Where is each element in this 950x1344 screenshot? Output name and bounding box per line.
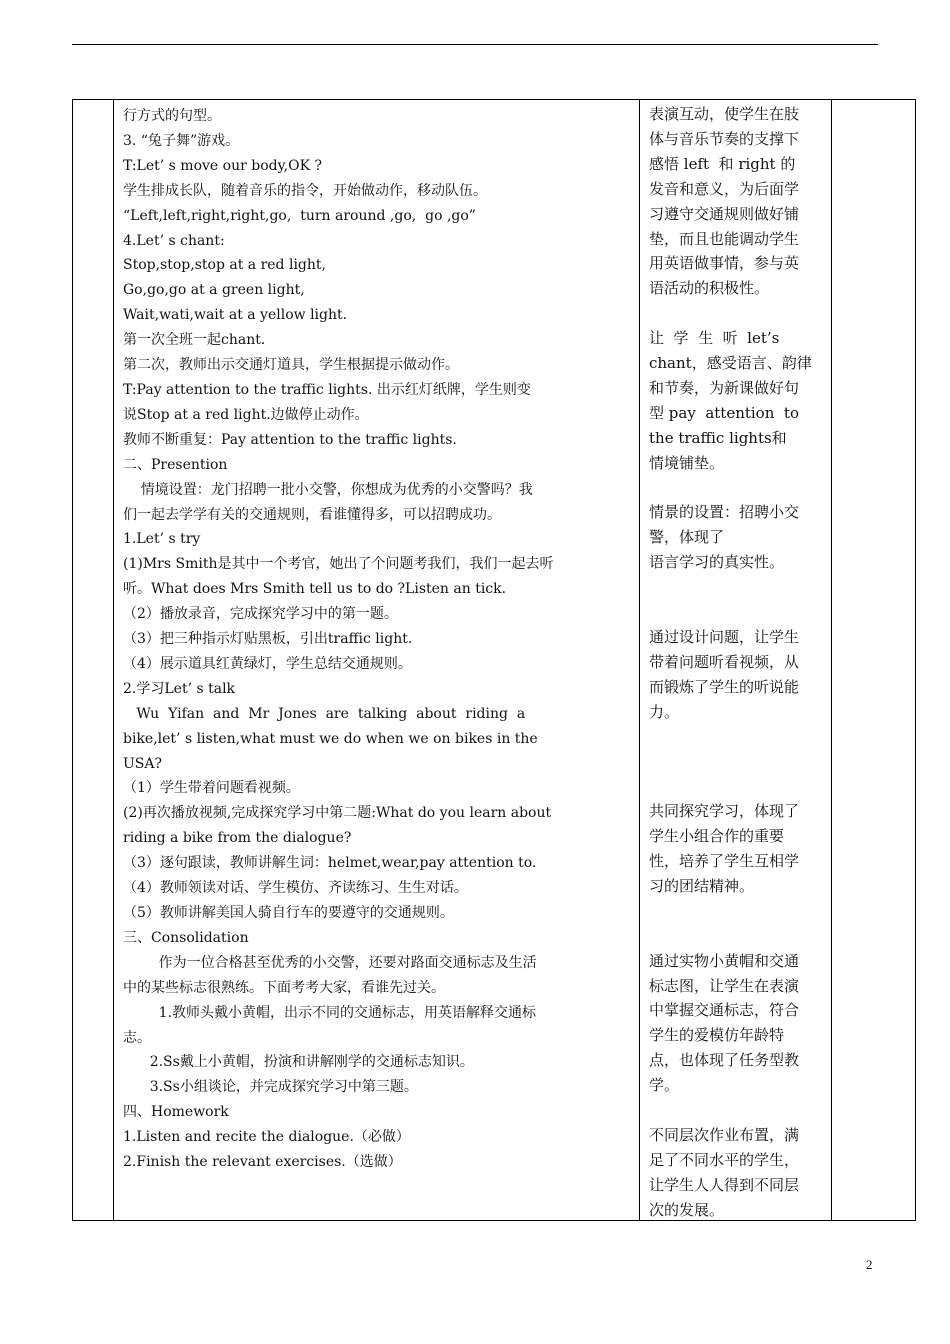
- page-number: 2: [866, 1257, 873, 1272]
- intent-line: 情境铺垫。: [649, 453, 725, 472]
- process-line: 2.学习Let’ s talk: [123, 680, 236, 697]
- intent-line: [649, 301, 825, 326]
- process-line: Wu Yifan and Mr Jones are talking about riding a: [123, 705, 526, 722]
- intent-line: 中掌握交通标志，符合: [649, 1001, 800, 1020]
- process-line: Go,go,go at a green light,: [123, 282, 305, 299]
- intent-line: 不同层次作业布置，满: [649, 1126, 800, 1144]
- process-line: 四、Homework: [123, 1104, 229, 1121]
- intent-line: 而锻炼了学生的听说能: [649, 677, 800, 696]
- process-line: （2）播放录音，完成探究学习中的第一题。: [123, 606, 398, 623]
- process-line: 志。: [123, 1029, 151, 1046]
- intent-line: 发音和意义，为后面学: [649, 179, 800, 198]
- intent-line: 习遵守交通规则做好铺: [649, 204, 800, 223]
- intent-line: 标志图，让学生在表演: [649, 976, 800, 995]
- process-line: Wait,wati,wait at a yellow light.: [123, 307, 348, 324]
- intent-line: 习的团结精神。: [649, 876, 755, 895]
- intent-line: 语活动的积极性。: [649, 279, 770, 298]
- intent-line: the traffic lights和: [649, 428, 787, 447]
- process-line: 第二次，教师出示交通灯道具，学生根据提示做动作。: [123, 357, 459, 374]
- process-line: riding a bike from the dialogue?: [123, 830, 352, 847]
- process-line: 4.Let’ s chant:: [123, 232, 225, 249]
- column-divider-3: [831, 100, 832, 1220]
- intent-line: 足了不同水平的学生，: [649, 1150, 800, 1169]
- intent-line: 语言学习的真实性。: [649, 553, 785, 572]
- process-line: 1.Listen and recite the dialogue.（必做）: [123, 1129, 410, 1146]
- intent-line: [649, 924, 825, 949]
- intent-line: 情景的设置：招聘小交: [649, 503, 800, 522]
- intent-line: 学。: [649, 1076, 680, 1095]
- intent-line: 通过实物小黄帽和交通: [649, 951, 800, 970]
- process-line: 情境设置：龙门招聘一批小交警，你想成为优秀的小交警吗？我: [123, 481, 533, 498]
- intent-line: 点，也体现了任务型教: [649, 1051, 800, 1070]
- intent-line: 和节奏，为新课做好句: [649, 378, 800, 397]
- process-line: 2.Finish the relevant exercises.（选做）: [123, 1154, 402, 1171]
- intent-line: [649, 476, 825, 501]
- process-line: 二、Presention: [123, 456, 228, 473]
- intent-line: [649, 899, 825, 924]
- process-line: 第一次全班一起chant.: [123, 332, 266, 349]
- intent-line: 带着问题听看视频，从: [649, 652, 800, 671]
- process-line: （3）把三种指示灯贴黑板，引出traffic light.: [123, 631, 413, 648]
- intent-line: 垫，而且也能调动学生: [649, 229, 800, 248]
- column-divider-2: [639, 100, 640, 1220]
- process-line: 行方式的句型。: [123, 108, 221, 124]
- process-line: （5）教师讲解美国人骑自行车的要遵守的交通规则。: [123, 905, 454, 921]
- header-rule: [72, 44, 878, 45]
- lesson-plan-table: [72, 99, 916, 1221]
- intent-line: 让 学 生 听 let’s: [649, 329, 780, 348]
- process-line: (2)再次播放视频,完成探究学习中第二题:What do you learn about: [123, 805, 552, 822]
- process-line: （1）学生带着问题看视频。: [123, 780, 300, 797]
- process-line: 说Stop at a red light.边做停止动作。: [123, 406, 369, 423]
- column-divider-1: [113, 100, 114, 1220]
- intent-line: 让学生人人得到不同层: [649, 1175, 800, 1194]
- intent-line: [649, 749, 825, 774]
- process-line: 3.Ss小组谈论，并完成探究学习中第三题。: [123, 1079, 418, 1096]
- intent-line: 用英语做事情，参与英: [649, 254, 800, 273]
- design-intent-column: [649, 102, 825, 1223]
- intent-line: 警，体现了: [649, 528, 725, 547]
- intent-line: [649, 575, 825, 600]
- intent-line: 学生小组合作的重要: [649, 827, 785, 846]
- process-line: 2.Ss戴上小黄帽，扮演和讲解刚学的交通标志知识。: [123, 1054, 474, 1071]
- intent-line: [649, 725, 825, 750]
- process-line: 1.Let’ s try: [123, 531, 201, 548]
- process-line: （4）教师领读对话、学生模仿、齐读练习、生生对话。: [123, 880, 468, 897]
- intent-line: [649, 1098, 825, 1123]
- teaching-process-column: [123, 104, 635, 1175]
- process-line: 三、Consolidation: [123, 929, 249, 946]
- process-line: 作为一位合格甚至优秀的小交警，还要对路面交通标志及生活: [123, 954, 537, 971]
- intent-line: [649, 600, 825, 625]
- intent-line: 学生的爱模仿年龄特: [649, 1026, 785, 1045]
- intent-line: 体与音乐节奏的支撑下: [649, 129, 800, 148]
- process-line: Stop,stop,stop at a red light,: [123, 257, 326, 274]
- intent-line: 通过设计问题，让学生: [649, 627, 800, 646]
- intent-line: 力。: [649, 702, 680, 721]
- process-line: 中的某些标志很熟练。下面考考大家，看谁先过关。: [123, 979, 445, 996]
- intent-line: chant，感受语言、韵律: [649, 354, 812, 373]
- process-line: bike,let’ s listen,what must we do when we on bikes in the: [123, 730, 538, 747]
- intent-line: 次的发展。: [649, 1200, 725, 1219]
- intent-line: 性，培养了学生互相学: [649, 852, 800, 871]
- intent-line: 型 pay attention to: [649, 403, 799, 422]
- process-line: 1.教师头戴小黄帽，出示不同的交通标志，用英语解释交通标: [123, 1004, 536, 1021]
- process-line: （4）展示道具红黄绿灯，学生总结交通规则。: [123, 655, 412, 672]
- intent-line: 感悟 left 和 right 的: [649, 154, 796, 173]
- process-line: 学生排成长队，随着音乐的指令，开始做动作，移动队伍。: [123, 182, 487, 199]
- process-line: T:Let’ s move our body,OK ?: [123, 157, 322, 174]
- process-line: 3. “兔子舞”游戏。: [123, 132, 240, 149]
- intent-line: 共同探究学习，体现了: [649, 802, 800, 821]
- process-line: “Left,left,right,right,go, turn around ,go, go ,go”: [123, 207, 476, 224]
- intent-line: [649, 774, 825, 799]
- process-line: T:Pay attention to the traffic lights. 出示红灯纸牌，学生则变: [123, 381, 531, 398]
- process-line: 听。What does Mrs Smith tell us to do ?Listen an tick.: [123, 581, 507, 598]
- process-line: USA?: [123, 755, 163, 772]
- process-line: 们一起去学学有关的交通规则，看谁懂得多，可以招聘成功。: [123, 506, 501, 523]
- process-line: (1)Mrs Smith是其中一个考官，她出了个问题考我们，我们一起去听: [123, 556, 554, 573]
- intent-line: 表演互动，使学生在肢: [649, 105, 800, 123]
- process-line: （3）逐句跟读，教师讲解生词：helmet,wear,pay attention to.: [123, 855, 537, 872]
- process-line: 教师不断重复：Pay attention to the traffic lights.: [123, 431, 457, 448]
